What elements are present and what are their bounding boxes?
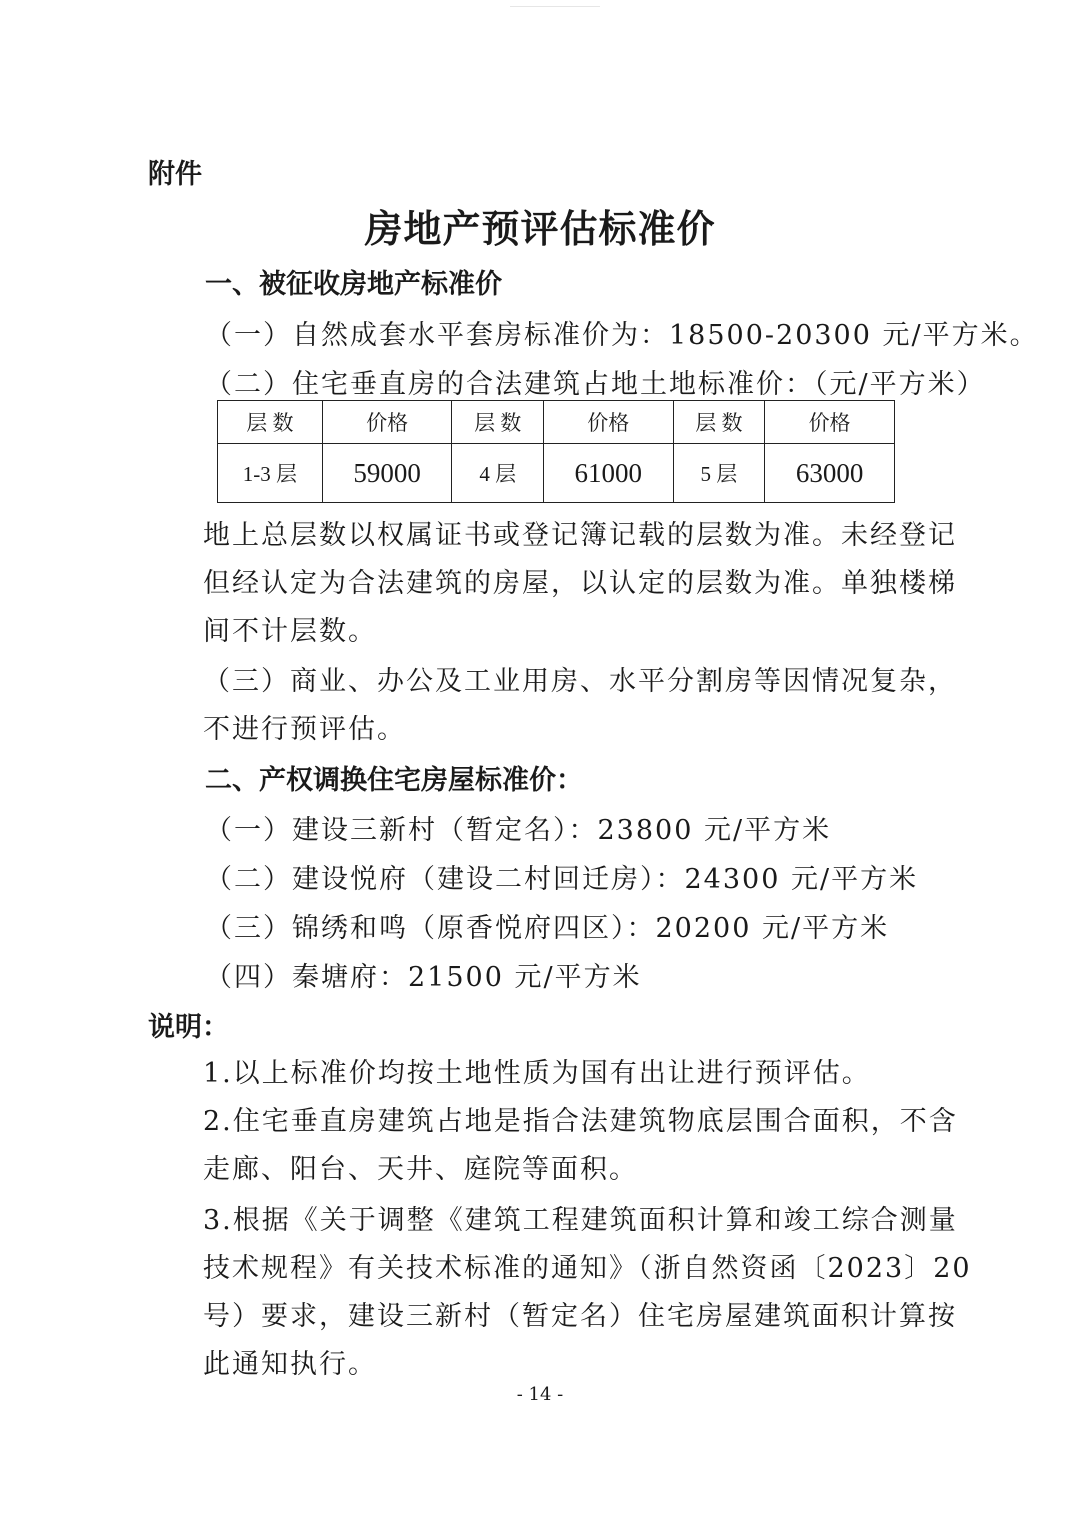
- scan-edge-mark: [510, 6, 600, 7]
- section1-item3-block: [145, 658, 975, 754]
- section1-heading: 一、被征收房地产标准价: [205, 269, 502, 300]
- section2-item: （一）建设三新村（暂定名）：23800 元/平方米: [205, 815, 832, 846]
- note-item-1-block: [145, 1050, 975, 1098]
- section1-item2: （二）住宅垂直房的合法建筑占地土地标准价：（元/平方米）: [205, 369, 986, 400]
- section2-item: （二）建设悦府（建设二村回迁房）：24300 元/平方米: [205, 864, 919, 895]
- table-cell-floors: 5 层: [673, 444, 764, 503]
- table-cell-floors: 4 层: [452, 444, 543, 503]
- table-row: [218, 444, 895, 503]
- document-title: 房地产预评估标准价: [364, 206, 716, 251]
- section2-item: （四）秦塘府：21500 元/平方米: [205, 962, 642, 993]
- note-item: 3.根据《关于调整《建筑工程建筑面积计算和竣工综合测量技术规程》有关技术标准的通知》（浙自然资函〔2023〕20 号）要求，建设三新村（暂定名）住宅房屋建筑面积计算按此通知执行。: [203, 1205, 972, 1380]
- floor-count-note-text: 地上总层数以权属证书或登记簿记载的层数为准。未经登记但经认定为合法建筑的房屋，以认定的层数为准。单独楼梯间不计层数。: [203, 520, 957, 647]
- note-item: 2.住宅垂直房建筑占地是指合法建筑物底层围合面积，不含走廊、阳台、天井、庭院等面积。: [203, 1106, 958, 1185]
- notes-heading: 说明：: [148, 1012, 229, 1043]
- table-cell-price: 61000: [543, 444, 673, 503]
- page-number: - 14 -: [516, 1384, 564, 1405]
- land-price-table: [217, 400, 895, 503]
- table-header-cell: 层 数: [673, 401, 764, 444]
- table-header-cell: 价格: [765, 401, 895, 444]
- table-cell-floors: 1-3 层: [218, 444, 323, 503]
- table-cell-price: 59000: [322, 444, 452, 503]
- floor-count-note: [145, 512, 975, 656]
- section2-item: （三）锦绣和鸣（原香悦府四区）：20200 元/平方米: [205, 913, 890, 944]
- table-header-cell: 层 数: [452, 401, 543, 444]
- note-item-2-block: [145, 1098, 975, 1194]
- table-cell-price: 63000: [765, 444, 895, 503]
- attachment-label: 附件: [148, 159, 202, 190]
- note-item-3-block: [145, 1197, 975, 1389]
- note-item: 1.以上标准价均按土地性质为国有出让进行预评估。: [203, 1058, 871, 1089]
- section2-heading: 二、产权调换住宅房屋标准价：: [205, 765, 583, 796]
- section1-item1: （一）自然成套水平套房标准价为：18500-20300 元/平方米。: [205, 320, 1039, 351]
- section1-item3: （三）商业、办公及工业用房、水平分割房等因情况复杂，不进行预评估。: [203, 666, 957, 745]
- table-header-cell: 价格: [322, 401, 452, 444]
- table-header-cell: 层 数: [218, 401, 323, 444]
- table-header-row: [218, 401, 895, 444]
- table-header-cell: 价格: [543, 401, 673, 444]
